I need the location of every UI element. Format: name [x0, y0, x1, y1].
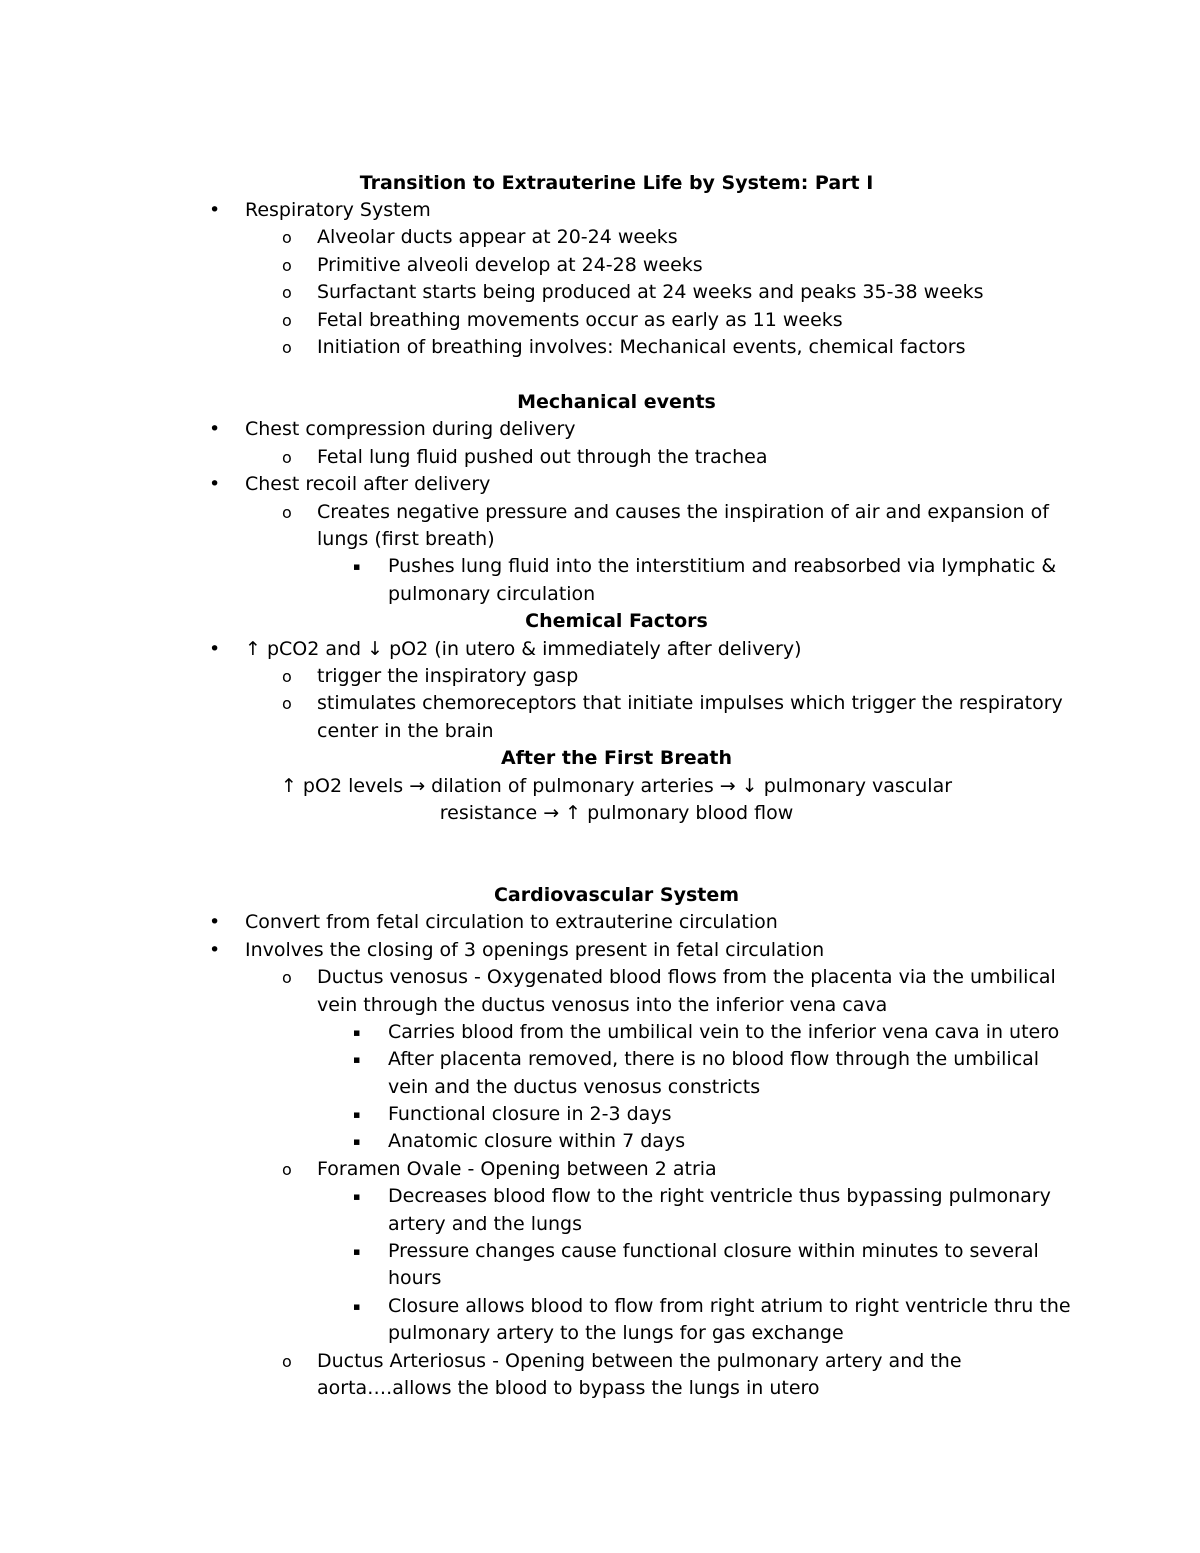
bullet-l2: o [282, 1352, 292, 1371]
list-item: Decreases blood flow to the right ventricle thus bypassing pulmonary [388, 1185, 1051, 1207]
bullet-l3: ▪ [353, 1300, 361, 1313]
list-item: Foramen Ovale - Opening between 2 atria [317, 1158, 717, 1180]
list-item: Fetal lung fluid pushed out through the trachea [317, 446, 768, 468]
list-item: Creates negative pressure and causes the inspiration of air and expansion of [317, 501, 1049, 523]
bullet-l2: o [282, 503, 292, 522]
list-item: Initiation of breathing involves: Mechanical events, chemical factors [317, 336, 966, 358]
bullet-l3: ▪ [353, 1053, 361, 1066]
bullet-l3: ▪ [353, 1190, 361, 1203]
list-item: ↑ pCO2 and ↓ pO2 (in utero & immediately after delivery) [245, 638, 802, 660]
flow-text: ↑ pO2 levels → dilation of pulmonary arteries → ↓ pulmonary vascular [280, 775, 953, 797]
bullet-l3: ▪ [353, 1108, 361, 1121]
list-item-continuation: vein and the ductus venosus constricts [388, 1076, 761, 1098]
list-item-continuation: center in the brain [317, 720, 494, 742]
list-item: After placenta removed, there is no blood flow through the umbilical [388, 1048, 1040, 1070]
list-item-continuation: artery and the lungs [388, 1213, 583, 1235]
list-item: Involves the closing of 3 openings present in fetal circulation [245, 939, 825, 961]
bullet-l1: • [209, 939, 221, 961]
list-item: Convert from fetal circulation to extrauterine circulation [245, 911, 778, 933]
bullet-l3: ▪ [353, 560, 361, 573]
list-item-continuation: vein through the ductus venosus into the inferior vena cava [317, 994, 888, 1016]
section-heading-cardio: Cardiovascular System [493, 884, 740, 906]
flow-text: resistance → ↑ pulmonary blood flow [439, 802, 794, 824]
bullet-l2: o [282, 968, 292, 987]
section-heading-chemical: Chemical Factors [525, 610, 708, 632]
bullet-l2: o [282, 311, 292, 330]
bullet-l1: • [209, 473, 221, 495]
list-item: Surfactant starts being produced at 24 weeks and peaks 35-38 weeks [317, 281, 984, 303]
bullet-l2: o [282, 448, 292, 467]
list-item: Closure allows blood to flow from right atrium to right ventricle thru the [388, 1295, 1071, 1317]
list-item-continuation: pulmonary circulation [388, 583, 596, 605]
bullet-l1: • [209, 911, 221, 933]
bullet-l1: • [209, 418, 221, 440]
list-item-continuation: lungs (first breath) [317, 528, 495, 550]
bullet-l2: o [282, 256, 292, 275]
list-item: Pushes lung fluid into the interstitium and reabsorbed via lymphatic & [388, 555, 1057, 577]
list-item-continuation: hours [388, 1267, 442, 1289]
list-item: Anatomic closure within 7 days [388, 1130, 686, 1152]
list-item: Carries blood from the umbilical vein to the inferior vena cava in utero [388, 1021, 1060, 1043]
section-heading-mechanical: Mechanical events [517, 391, 716, 413]
list-item-continuation: aorta….allows the blood to bypass the lungs in utero [317, 1377, 820, 1399]
page-title: Transition to Extrauterine Life by System: Part I [359, 172, 874, 194]
bullet-l1: • [209, 199, 221, 221]
bullet-l2: o [282, 338, 292, 357]
list-item-continuation: pulmonary artery to the lungs for gas exchange [388, 1322, 844, 1344]
list-item: stimulates chemoreceptors that initiate impulses which trigger the respiratory [317, 692, 1063, 714]
bullet-l2: o [282, 667, 292, 686]
section-heading-after-breath: After the First Breath [500, 747, 733, 769]
list-item: Functional closure in 2-3 days [388, 1103, 672, 1125]
bullet-l1: • [209, 638, 221, 660]
list-item: trigger the inspiratory gasp [317, 665, 579, 687]
bullet-l2: o [282, 694, 292, 713]
bullet-l2: o [282, 283, 292, 302]
list-item: Fetal breathing movements occur as early as 11 weeks [317, 309, 843, 331]
list-item: Primitive alveoli develop at 24-28 weeks [317, 254, 703, 276]
list-item: Ductus venosus - Oxygenated blood flows from the placenta via the umbilical [317, 966, 1056, 988]
list-item: Pressure changes cause functional closure within minutes to several [388, 1240, 1039, 1262]
list-item: Chest recoil after delivery [245, 473, 491, 495]
bullet-l2: o [282, 228, 292, 247]
bullet-l3: ▪ [353, 1245, 361, 1258]
section-heading-respiratory: Respiratory System [245, 199, 431, 221]
list-item: Chest compression during delivery [245, 418, 576, 440]
bullet-l3: ▪ [353, 1026, 361, 1039]
bullet-l2: o [282, 1160, 292, 1179]
bullet-l3: ▪ [353, 1135, 361, 1148]
list-item: Alveolar ducts appear at 20-24 weeks [317, 226, 678, 248]
list-item: Ductus Arteriosus - Opening between the pulmonary artery and the [317, 1350, 962, 1372]
